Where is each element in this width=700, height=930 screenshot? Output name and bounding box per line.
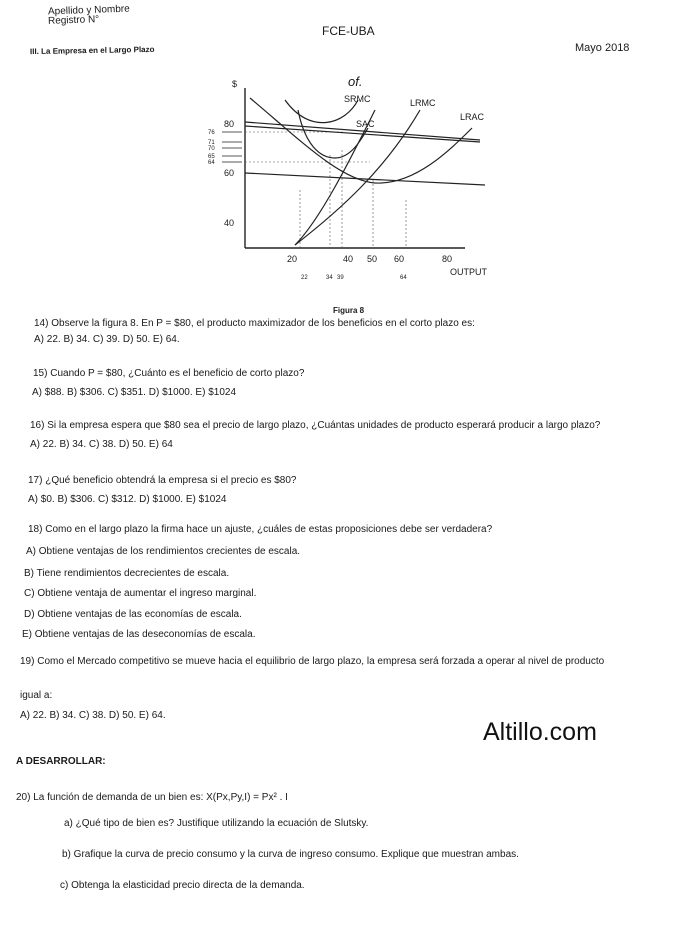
question-15-options: A) $88. B) $306. C) $351. D) $1000. E) $1024 — [32, 387, 237, 398]
question-19-options: A) 22. B) 34. C) 38. D) 50. E) 64. — [20, 710, 166, 721]
question-17: 17) ¿Qué beneficio obtendrá la empresa si el precio es $80? — [28, 475, 297, 486]
srmc-label: SRMC — [344, 94, 371, 104]
lrac-curve — [250, 98, 472, 183]
question-20-c: c) Obtenga la elasticidad precio directa de la demanda. — [60, 880, 305, 891]
question-14: 14) Observe la figura 8. En P = $80, el producto maximizador de los beneficios en el corto plazo es: — [34, 318, 475, 329]
question-19: 19) Como el Mercado competitivo se mueve hacia el equilibrio de largo plazo, la empresa será forzada a operar al nivel de producto — [20, 656, 605, 667]
sac-label: SAC — [356, 119, 375, 129]
question-18-option-a: A) Obtiene ventajas de los rendimientos crecientes de escala. — [26, 546, 301, 557]
question-16-options: A) 22. B) 34. C) 38. D) 50. E) 64 — [30, 439, 173, 450]
lrmc-label: LRMC — [410, 98, 436, 108]
question-17-options: A) $0. B) $306. C) $312. D) $1000. E) $1024 — [28, 494, 227, 505]
y-tick-65: 65 — [208, 154, 215, 160]
y-tick-76: 76 — [208, 130, 215, 136]
x-tick-64: 64 — [400, 275, 407, 281]
registro-label: Registro N° — [47, 14, 100, 27]
x-tick-22: 22 — [301, 275, 308, 281]
x-tick-40: 40 — [343, 254, 354, 264]
exam-date: Mayo 2018 — [575, 42, 630, 54]
x-tick-60: 60 — [394, 254, 405, 264]
question-20-b: b) Grafique la curva de precio consumo y la curva de ingreso consumo. Explique que muestran ambas. — [62, 849, 519, 860]
x-tick-80: 80 — [442, 254, 453, 264]
watermark: Altillo.com — [483, 718, 597, 746]
y-tick-40: 40 — [224, 218, 235, 228]
x-tick-39: 39 — [337, 275, 344, 281]
question-18: 18) Como en el largo plazo la firma hace un ajuste, ¿cuáles de estas proposiciones debe ser verdadera? — [28, 524, 493, 535]
question-14-options: A) 22. B) 34. C) 39. D) 50. E) 64. — [34, 334, 180, 345]
question-18-option-b: B) Tiene rendimientos decrecientes de escala. — [24, 568, 230, 579]
y-tick-71: 71 — [208, 140, 215, 146]
y-axis-label: $ — [232, 79, 238, 89]
question-18-option-c: C) Obtiene ventaja de aumentar el ingreso marginal. — [24, 588, 257, 599]
question-20: 20) La función de demanda de un bien es: X(Px,Py,I) = Px² . I — [16, 792, 288, 803]
x-axis-label: OUTPUT — [450, 267, 487, 277]
x-tick-20: 20 — [287, 254, 298, 264]
figure-8-chart — [210, 70, 510, 285]
x-tick-34: 34 — [326, 275, 333, 281]
y-tick-60: 60 — [224, 168, 235, 178]
question-18-option-d: D) Obtiene ventajas de las economías de escala. — [24, 609, 242, 620]
institution: FCE-UBA — [322, 24, 375, 38]
section-heading: A DESARROLLAR: — [16, 756, 106, 767]
y-tick-64: 64 — [208, 160, 215, 166]
x-tick-50: 50 — [367, 254, 378, 264]
section-title: III. La Empresa en el Largo Plazo — [29, 44, 155, 57]
question-15: 15) Cuando P = $80, ¿Cuánto es el beneficio de corto plazo? — [33, 368, 305, 379]
question-18-option-e: E) Obtiene ventajas de las deseconomías de escala. — [22, 629, 256, 640]
name-label: Apellido y Nombre — [47, 3, 130, 18]
lrac-label: LRAC — [460, 112, 485, 122]
y-tick-80: 80 — [224, 119, 235, 129]
figure-caption: Figura 8 — [333, 306, 365, 315]
question-19-cont: igual a: — [20, 690, 53, 701]
question-16: 16) Si la empresa espera que $80 sea el precio de largo plazo, ¿Cuántas unidades de producto esperará producir a largo plazo? — [30, 420, 601, 431]
question-20-a: a) ¿Qué tipo de bien es? Justifique utilizando la ecuación de Slutsky. — [64, 818, 369, 829]
y-tick-70: 70 — [208, 146, 215, 152]
handwritten-note: of. — [348, 74, 363, 89]
